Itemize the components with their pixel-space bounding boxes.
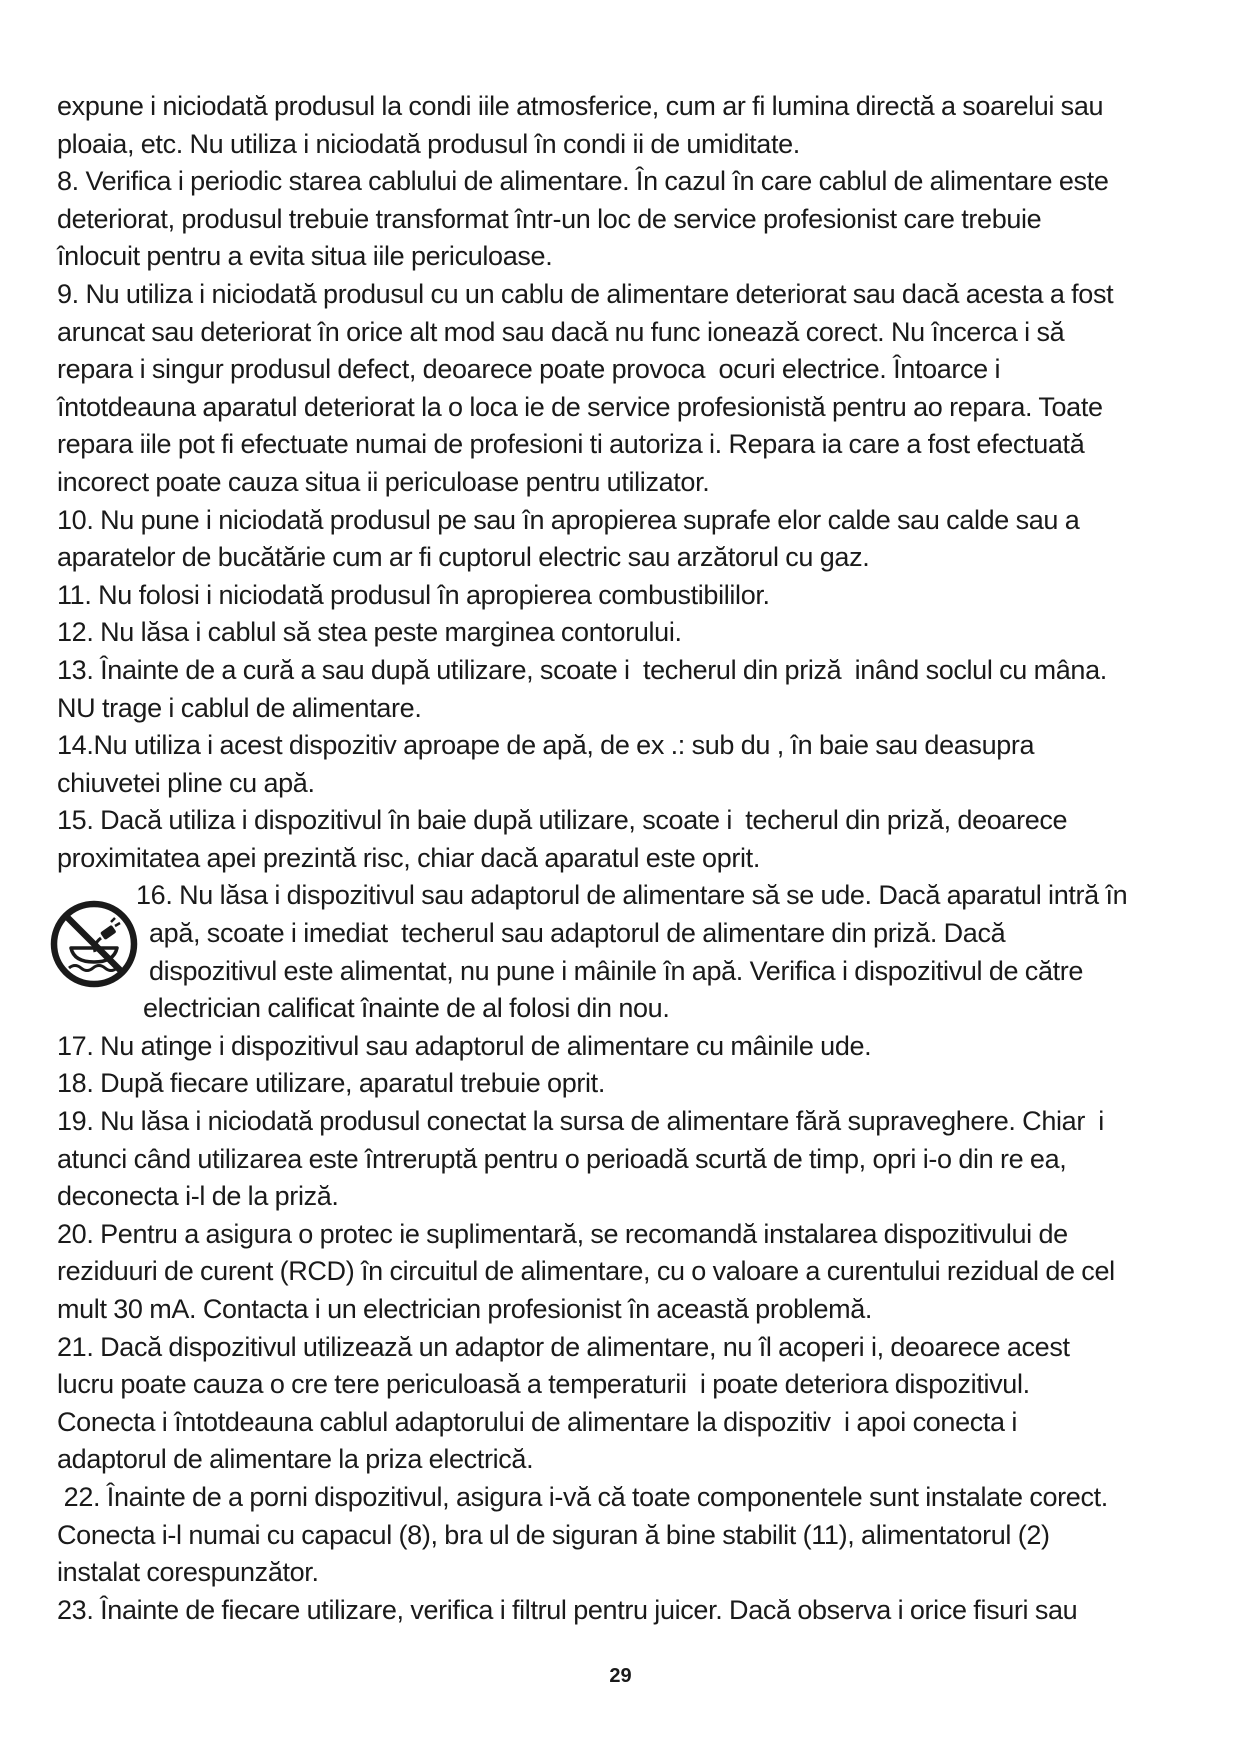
body-text	[57, 88, 1207, 1629]
text-line: NU trage i cablul de alimentare.	[57, 692, 422, 723]
text-line: 23. Înainte de fiecare utilizare, verifica i filtrul pentru juicer. Dacă observa i orice fisuri sau	[57, 1594, 1078, 1625]
text-line: repara iile pot fi efectuate numai de profesioni ti autoriza i. Repara ia care a fost efectuată	[57, 429, 1085, 460]
text-line: 10. Nu pune i niciodată produsul pe sau în apropierea suprafe elor calde sau calde sau a	[57, 504, 1080, 535]
text-line: reziduuri de curent (RCD) în circuitul de alimentare, cu o valoare a curentului rezidual de cel	[57, 1256, 1115, 1287]
text-line: 20. Pentru a asigura o protec ie suplimentară, se recomandă instalarea dispozitivului de	[57, 1218, 1068, 1249]
text-line: instalat corespunzător.	[57, 1557, 319, 1588]
text-line: electrician calificat înainte de al folosi din nou.	[143, 993, 670, 1024]
text-line: aruncat sau deteriorat în orice alt mod sau dacă nu func ionează corect. Nu încerca i să	[57, 316, 1065, 347]
text-line: 9. Nu utiliza i niciodată produsul cu un cablu de alimentare deteriorat sau dacă acesta a fost	[57, 278, 1114, 309]
text-line: 12. Nu lăsa i cablul să stea peste marginea contorului.	[57, 617, 682, 648]
text-line: mult 30 mA. Contacta i un electrician profesionist în această problemă.	[57, 1294, 873, 1324]
text-line: Conecta i-l numai cu capacul (8), bra ul de siguran ă bine stabilit (11), alimentatorul (2)	[57, 1519, 1050, 1550]
text-line: Conecta i întotdeauna cablul adaptorului de alimentare la dispozitiv i apoi conecta i	[57, 1406, 1018, 1437]
text-line: întotdeauna aparatul deteriorat la o loca ie de service profesionistă pentru ao repara. Toate	[57, 391, 1103, 422]
text-line: aparatelor de bucătărie cum ar fi cuptorul electric sau arzătorul cu gaz.	[57, 542, 870, 573]
text-line: 22. Înainte de a porni dispozitivul, asigura i-vă că toate componentele sunt instalate corect.	[57, 1481, 1108, 1512]
text-line: lucru poate cauza o cre tere periculoasă a temperaturii i poate deteriora dispozitivul.	[57, 1369, 1030, 1400]
text-line: 14.Nu utiliza i acest dispozitiv aproape de apă, de ex .: sub du , în baie sau deasupra	[57, 730, 1035, 761]
text-line: 13. Înainte de a cură a sau după utilizare, scoate i techerul din priză inând soclul cu mâna.	[57, 654, 1107, 685]
text-line: 18. După fiecare utilizare, aparatul trebuie oprit.	[57, 1068, 605, 1099]
text-line: 17. Nu atinge i dispozitivul sau adaptorul de alimentare cu mâinile ude.	[57, 1030, 872, 1061]
no-water-warning-icon	[49, 898, 139, 990]
text-line: chiuvetei pline cu apă.	[57, 767, 315, 798]
page-number: 29	[609, 1665, 632, 1687]
text-line: înlocuit pentru a evita situa iile periculoase.	[57, 241, 553, 272]
text-line: repara i singur produsul defect, deoarece poate provoca ocuri electrice. Întoarce i	[57, 354, 1001, 385]
text-line: 16. Nu lăsa i dispozitivul sau adaptorul de alimentare să se ude. Dacă aparatul intră în	[136, 880, 1128, 911]
text-line: apă, scoate i imediat techerul sau adaptorul de alimentare din priză. Dacă	[149, 918, 1006, 949]
text-line: ploaia, etc. Nu utiliza i niciodată produsul în condi ii de umiditate.	[57, 128, 800, 159]
text-line: deteriorat, produsul trebuie transformat într-un loc de service profesionist care trebuie	[57, 203, 1042, 234]
text-line: dispozitivul este alimentat, nu pune i mâinile în apă. Verifica i dispozitivul de către	[149, 955, 1084, 986]
text-line: incorect poate cauza situa ii periculoase pentru utilizator.	[57, 466, 710, 497]
text-line: 21. Dacă dispozitivul utilizează un adaptor de alimentare, nu îl acoperi i, deoarece acest	[57, 1331, 1070, 1362]
text-line: deconecta i-l de la priză.	[57, 1181, 339, 1212]
text-line: expune i niciodată produsul la condi iile atmosferice, cum ar fi lumina directă a soarelui sau	[57, 91, 1104, 121]
text-line: 19. Nu lăsa i niciodată produsul conectat la sursa de alimentare fără supraveghere. Chiar i	[57, 1106, 1104, 1137]
text-line: adaptorul de alimentare la priza electrică.	[57, 1444, 534, 1475]
text-line: 11. Nu folosi i niciodată produsul în apropierea combustibililor.	[57, 579, 770, 610]
text-line: 8. Verifica i periodic starea cablului de alimentare. În cazul în care cablul de alimentare este	[57, 166, 1109, 197]
text-line: atunci când utilizarea este întreruptă pentru o perioadă scurtă de timp, opri i-o din re ea,	[57, 1143, 1067, 1174]
text-line: proximitatea apei prezintă risc, chiar dacă aparatul este oprit.	[57, 842, 760, 873]
text-line: 15. Dacă utiliza i dispozitivul în baie după utilizare, scoate i techerul din priză, deoarece	[57, 805, 1068, 836]
